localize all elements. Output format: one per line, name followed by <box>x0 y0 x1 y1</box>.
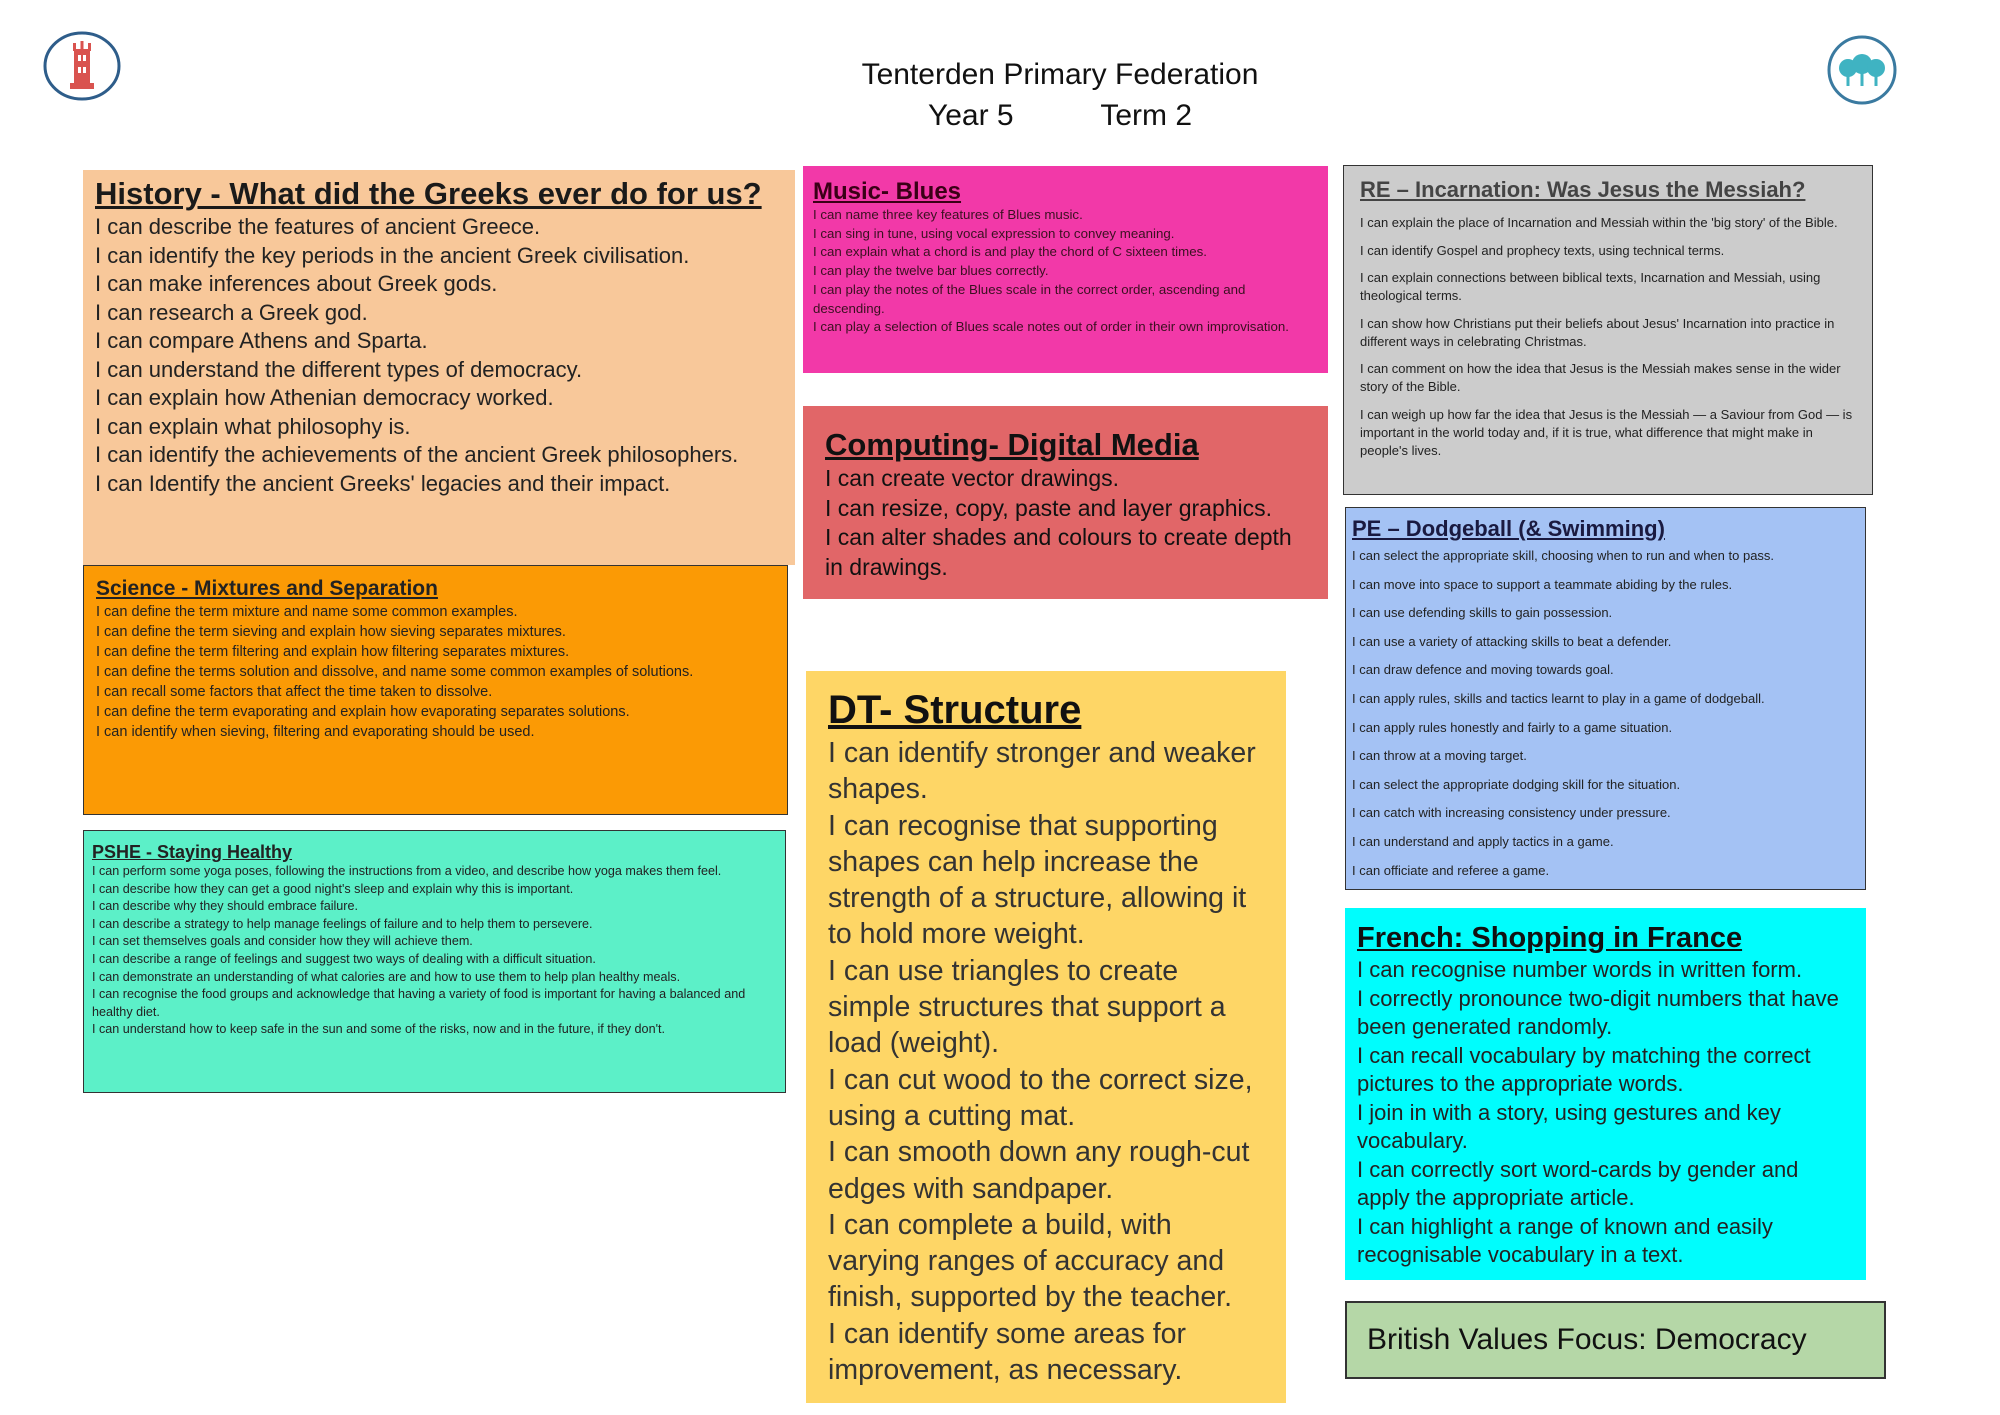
computing-panel <box>803 406 1328 599</box>
list-item: I can name three key features of Blues music. <box>813 207 1083 222</box>
re-list <box>1360 214 1856 460</box>
list-item: I can define the term filtering and explain how filtering separates mixtures. <box>96 644 570 660</box>
pe-panel <box>1345 507 1866 890</box>
list-item: I can define the term sieving and explain how sieving separates mixtures. <box>96 624 566 640</box>
list-item: I can explain what a chord is and play the chord of C sixteen times. <box>813 244 1207 260</box>
british-values-text: British Values Focus: Democracy <box>1367 1323 1807 1356</box>
french-panel <box>1345 908 1866 1280</box>
list-item: I can play the notes of the Blues scale in the correct order, ascending and descending. <box>813 281 1246 316</box>
list-item: I can identify the key periods in the ancient Greek civilisation. <box>95 242 690 268</box>
list-item: I can highlight a range of known and easily recognisable vocabulary in a text. <box>1357 1213 1773 1267</box>
list-item: I can resize, copy, paste and layer graphics. <box>825 494 1273 521</box>
list-item: I correctly pronounce two-digit numbers that have been generated randomly. <box>1357 985 1839 1039</box>
list-item: I can explain connections between biblical texts, Incarnation and Messiah, using theological terms. <box>1360 270 1821 303</box>
list-item: I can sing in tune, using vocal expression to convey meaning. <box>813 225 1175 241</box>
list-item: I can identify stronger and weaker shapes. <box>828 737 1256 806</box>
list-item: I can select the appropriate skill, choosing when to run and when to pass. <box>1352 548 1775 563</box>
list-item: I can define the term mixture and name some common examples. <box>96 604 518 620</box>
list-item: I can comment on how the idea that Jesus is the Messiah makes sense in the wider story of the Bible. <box>1360 361 1841 394</box>
science-panel <box>83 565 788 815</box>
re-panel <box>1343 165 1873 495</box>
list-item: I can identify when sieving, filtering and evaporating should be used. <box>96 724 535 740</box>
list-item: I can catch with increasing consistency under pressure. <box>1352 805 1671 821</box>
list-item: I can describe why they should embrace failure. <box>92 899 359 914</box>
list-item: I can use triangles to create simple structures that support a load (weight). <box>828 954 1226 1060</box>
list-item: I can make inferences about Greek gods. <box>95 271 498 296</box>
list-item: I can define the terms solution and dissolve, and name some common examples of solutions. <box>96 664 694 680</box>
list-item: I can set themselves goals and consider how they will achieve them. <box>92 934 473 949</box>
list-item: I can recognise the food groups and acknowledge that having a variety of food is important for having a balanced and healthy diet. <box>92 987 746 1019</box>
list-item: I can Identify the ancient Greeks' legacies and their impact. <box>95 470 671 496</box>
science-title: Science - Mixtures and Separation <box>96 577 438 600</box>
list-item: I can perform some yoga poses, following the instructions from a video, and describe how yoga makes them feel. <box>92 864 722 878</box>
list-item: I can complete a build, with varying ranges of accuracy and finish, supported by the teacher. <box>828 1208 1233 1314</box>
list-item: I can smooth down any rough-cut edges with sandpaper. <box>828 1136 1250 1205</box>
list-item: I can use defending skills to gain possession. <box>1352 605 1613 621</box>
french-title: French: Shopping in France <box>1357 922 1743 954</box>
year-label: Year 5 <box>927 99 1014 132</box>
pshe-title: PSHE - Staying Healthy <box>92 842 293 862</box>
list-item: I can understand and apply tactics in a game. <box>1352 833 1614 849</box>
list-item: I can describe how they can get a good night's sleep and explain why this is important. <box>92 881 574 896</box>
music-panel <box>803 166 1328 373</box>
list-item: I can identify the achievements of the ancient Greek philosophers. <box>95 442 739 467</box>
list-item: I can move into space to support a teammate abiding by the rules. <box>1352 576 1733 592</box>
list-item: I can recall some factors that affect the time taken to dissolve. <box>96 684 493 700</box>
pe-list <box>1352 542 1859 885</box>
list-item: I can describe the features of ancient Greece. <box>95 214 541 239</box>
page-title: Tenterden Primary Federation <box>861 58 1259 91</box>
pshe-panel <box>83 830 786 1093</box>
year-term-line <box>60 99 2000 133</box>
re-title: RE – Incarnation: Was Jesus the Messiah? <box>1360 177 1806 202</box>
dt-panel <box>806 671 1286 1403</box>
list-item: I can explain what philosophy is. <box>95 413 411 439</box>
list-item: I can describe a range of feelings and suggest two ways of dealing with a difficult situation. <box>92 951 596 966</box>
list-item: I can play the twelve bar blues correctly. <box>813 263 1049 279</box>
list-item: I can explain the place of Incarnation and Messiah within the 'big story' of the Bible. <box>1360 215 1838 230</box>
music-title: Music- Blues <box>813 178 962 205</box>
dt-title: DT- Structure <box>828 688 1082 732</box>
computing-list <box>825 464 1306 582</box>
list-item: I can demonstrate an understanding of what calories are and how to use them to help plan healthy meals. <box>92 969 681 984</box>
history-list <box>95 213 783 498</box>
list-item: I join in with a story, using gestures and key vocabulary. <box>1357 1099 1781 1153</box>
list-item: I can create vector drawings. <box>825 465 1120 491</box>
french-list <box>1357 956 1854 1270</box>
music-list <box>813 206 1318 337</box>
list-item: I can research a Greek god. <box>95 299 368 325</box>
list-item: I can weigh up how far the idea that Jesus is the Messiah — a Saviour from God — is important in the world today and, if it is true, what difference that might make in people's lives. <box>1360 406 1853 458</box>
list-item: I can understand the different types of democracy. <box>95 356 583 382</box>
list-item: I can identify Gospel and prophecy texts, using technical terms. <box>1360 242 1725 258</box>
list-item: I can recognise that supporting shapes can help increase the strength of a structure, allowing it to hold more weight. <box>828 809 1247 951</box>
list-item: I can apply rules, skills and tactics learnt to play in a game of dodgeball. <box>1352 690 1765 706</box>
list-item: I can show how Christians put their beliefs about Jesus' Incarnation into practice in different ways in celebrating Christmas. <box>1360 315 1835 349</box>
list-item: I can compare Athens and Sparta. <box>95 328 428 353</box>
list-item: I can select the appropriate dodging skill for the situation. <box>1352 776 1681 792</box>
list-item: I can correctly sort word-cards by gender and apply the appropriate article. <box>1357 1156 1799 1210</box>
list-item: I can understand how to keep safe in the sun and some of the risks, now and in the future, if they don't. <box>92 1022 665 1037</box>
list-item: I can use a variety of attacking skills to beat a defender. <box>1352 633 1672 649</box>
list-item: I can cut wood to the correct size, using a cutting mat. <box>828 1063 1253 1132</box>
list-item: I can alter shades and colours to create depth in drawings. <box>825 524 1292 580</box>
list-item: I can describe a strategy to help manage feelings of failure and to help them to persevere. <box>92 916 593 931</box>
list-item: I can throw at a moving target. <box>1352 748 1527 764</box>
history-panel <box>83 170 795 565</box>
british-values-panel <box>1345 1301 1886 1379</box>
list-item: I can officiate and referee a game. <box>1352 862 1550 878</box>
list-item: I can explain how Athenian democracy worked. <box>95 385 554 410</box>
computing-title: Computing- Digital Media <box>825 427 1199 462</box>
list-item: I can play a selection of Blues scale notes out of order in their own improvisation. <box>813 319 1289 335</box>
list-item: I can identify some areas for improvement, as necessary. <box>828 1317 1187 1387</box>
list-item: I can define the term evaporating and explain how evaporating separates solutions. <box>96 704 630 720</box>
term-label: Term 2 <box>1100 99 1192 132</box>
dt-list <box>828 735 1264 1388</box>
pe-title: PE – Dodgeball (& Swimming) <box>1352 516 1665 541</box>
pshe-list <box>92 863 777 1039</box>
list-item: I can recall vocabulary by matching the correct pictures to the appropriate words. <box>1357 1042 1811 1096</box>
history-title: History - What did the Greeks ever do for us? <box>95 176 762 211</box>
list-item: I can recognise number words in written form. <box>1357 957 1803 982</box>
list-item: I can apply rules honestly and fairly to a game situation. <box>1352 719 1673 735</box>
list-item: I can draw defence and moving towards goal. <box>1352 662 1614 678</box>
science-list <box>96 602 775 742</box>
